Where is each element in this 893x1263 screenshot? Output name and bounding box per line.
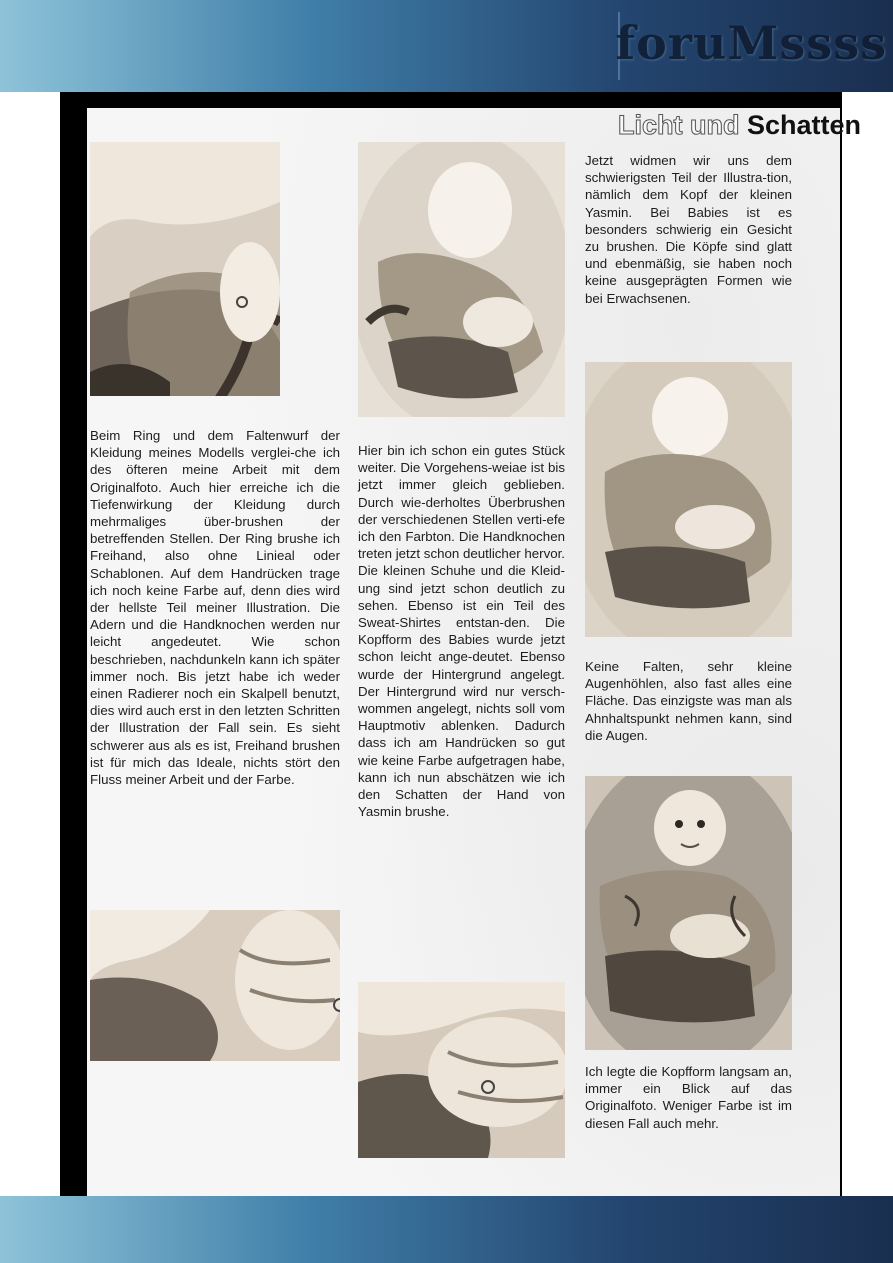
photo-baby-sketch-2 xyxy=(585,362,792,637)
paragraph-progress: Hier bin ich schon ein gutes Stück weiter. Die Vorgehens-weiae ist bis jetzt immer gleich geblieben. Durch wie-derholtes Überbrushen der verschiedenen Stellen verti-efe ich den Farbton. Die Handknochen treten jetzt schon deutlicher hervor. Die kleinen Schuhe und die Kleid-ung sind jetzt schon deutlich zu sehen. Ebenso ist ein Teil des Sweat-Shirtes entstan-den. Die Kopfform des Babies wurde jetzt schon leicht ange-deutet. Ebenso wurde der Hintergrund angelegt. Der Hintergrund wird nur versch-wommen angelegt, nichts soll vom Hauptmotiv ablenken. Dadurch dass ich am Handrücken so gut wie keine Farbe aufgetragen habe, kann ich nun abschätzen wie ich den Schatten der Hand von Yasmin brushe. xyxy=(358,443,565,820)
photo-baby-sketch-1 xyxy=(358,142,565,417)
forum-logo: foruMssss xyxy=(615,16,887,70)
title-solid-part: Schatten xyxy=(746,110,861,140)
header-bar xyxy=(0,0,893,92)
photo-hand-closeup-1 xyxy=(90,142,280,396)
paragraph-head-intro: Jetzt widmen wir uns dem schwierigsten Teil der Illustra-tion, nämlich dem Kopf der kleinen Yasmin. Bei Babies ist es besonders schwierig ein Gesicht zu brushen. Die Köpfe sind glatt und ebenmäßig, sie haben noch keine ausgeprägten Formen wie bei Erwachsenen. xyxy=(585,153,792,306)
photo-hand-closeup-3 xyxy=(358,982,565,1158)
paragraph-no-wrinkles: Keine Falten, sehr kleine Augenhöhlen, also fast alles eine Fläche. Das einzigste was man als Ahnhaltspunkt nehmen kann, sind die Augen. xyxy=(585,659,792,743)
photo-hand-closeup-2 xyxy=(90,910,340,1061)
photo-baby-finished xyxy=(585,776,792,1050)
article-title xyxy=(618,110,861,141)
title-outline-part: Licht und xyxy=(617,110,740,140)
footer-bar xyxy=(0,1196,893,1263)
paragraph-ring-and-folds: Beim Ring und dem Faltenwurf der Kleidung meines Modells verglei-che ich des öfteren meine Arbeit mit dem Originalfoto. Auch hier erreiche ich die Tiefenwirkung der Kleidung durch mehrmaliges über-brushen der betreffenden Stellen. Der Ring brushe ich Freihand, also ohne Linieal oder Schablonen. Auf dem Handrücken trage ich noch keine Farbe auf, denn dies wird der hellste Teil meiner Illustration. Die Adern und die Handknochen werden nur leicht angedeutet. Wie schon beschrieben, nachdunkeln kann ich später immer noch. Bis jetzt habe ich weder einen Radierer noch ein Skalpell benutzt, dies wird auch erst in den letzten Schritten der Illustration der Fall sein. Es sieht schwerer aus als es ist, Freihand brushen ist für mich das Ideale, nichts stört den Fluss meiner Arbeit und der Farbe. xyxy=(90,428,340,788)
paragraph-head-shape: Ich legte die Kopfform langsam an, immer ein Blick auf das Originalfoto. Weniger Farbe ist im diesen Fall auch mehr. xyxy=(585,1064,792,1131)
